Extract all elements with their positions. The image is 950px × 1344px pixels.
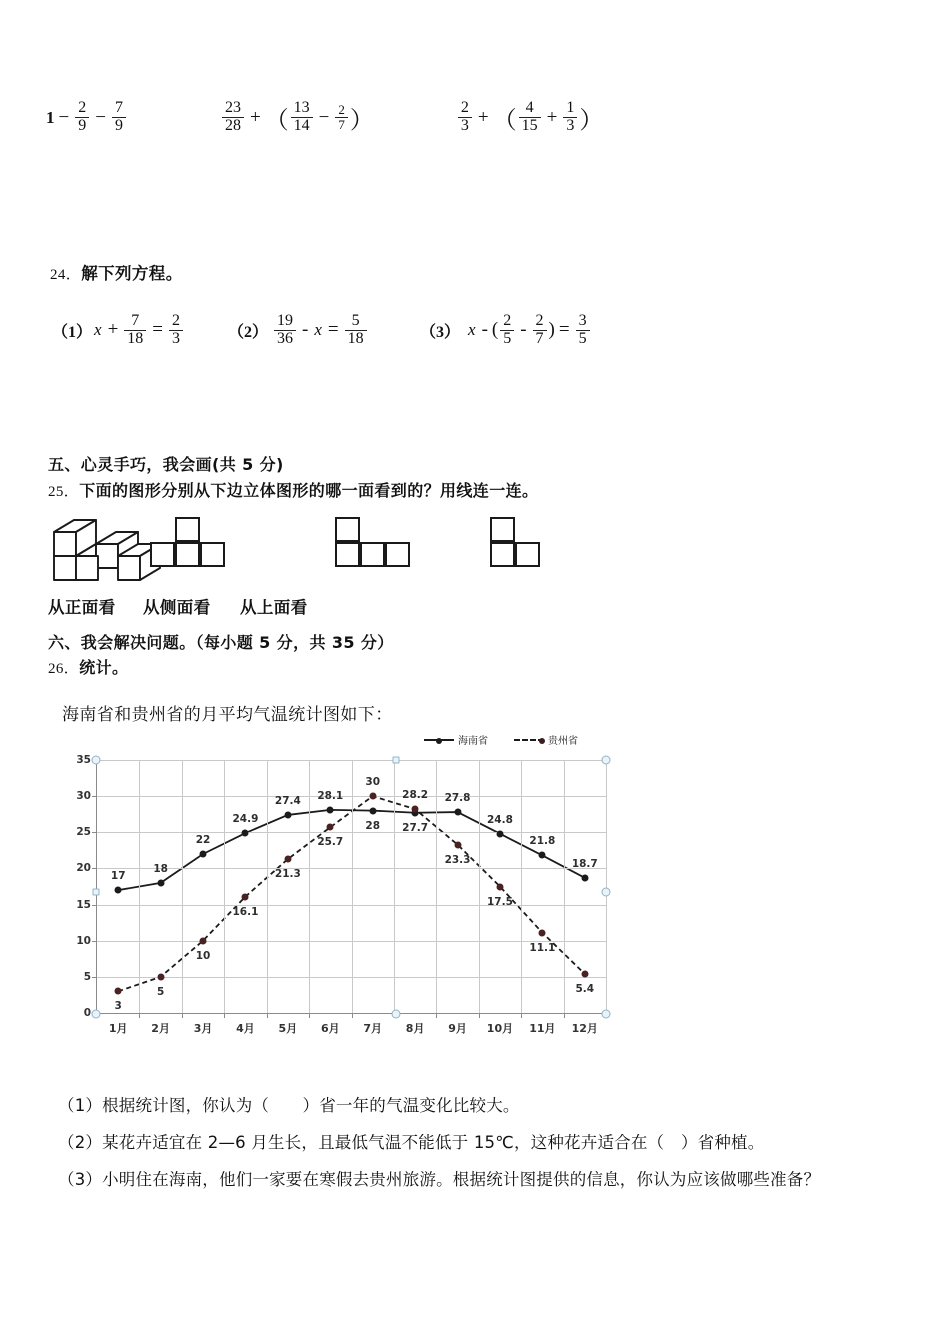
chart-xtick-label: 5月: [278, 1022, 298, 1035]
chart-data-point: [242, 830, 249, 837]
chart-ytick-label: 30: [76, 790, 91, 803]
fraction-23-28: [222, 100, 244, 134]
chart-data-point: [496, 883, 503, 890]
fraction-2-5: [500, 313, 514, 347]
equation-3-right-paren: ): [548, 319, 555, 341]
question-26: [48, 655, 128, 678]
chart-data-point: [200, 937, 207, 944]
chart-handle-tr[interactable]: [602, 756, 611, 765]
view-label-top: 从上面看: [240, 598, 308, 617]
expr3-plus-1: +: [477, 106, 489, 128]
chart-gridline-v: [606, 760, 607, 1013]
chart-data-label: 21.3: [274, 868, 301, 881]
chart-data-label: 5: [156, 985, 165, 998]
chart-ytick-label: 20: [76, 862, 91, 875]
chart-xtick-label: 11月: [529, 1022, 556, 1035]
legend-label-hainan: 海南省: [458, 736, 488, 747]
expr3-right-paren: ）: [579, 108, 604, 134]
section-six-heading: 六、我会解决问题。（每小题 5 分，共 35 分）: [48, 633, 394, 652]
equation-3-op1: -: [481, 319, 488, 341]
expr3-left-paren: （: [492, 108, 517, 134]
chart-handle-bm[interactable]: [392, 1010, 401, 1019]
chart-xtick-label: 4月: [236, 1022, 255, 1035]
equation-2: [228, 313, 369, 347]
chart-data-label: 21.8: [529, 835, 556, 848]
equation-2-variable: x: [314, 320, 322, 340]
chart-ytick-mark: [92, 977, 97, 978]
chart-ytick-label: 0: [83, 1007, 91, 1019]
chart-intro-text: 海南省和贵州省的月平均气温统计图如下：: [62, 705, 393, 725]
chart-gridline-v: [224, 760, 225, 1013]
fraction-2-7: [335, 103, 348, 131]
fraction-7-18: [124, 313, 146, 347]
chart-data-label: 22: [195, 833, 211, 846]
expr2-left-paren: （: [264, 108, 289, 134]
chart-data-label: 28.2: [402, 789, 429, 802]
legend-item-hainan: [424, 732, 488, 747]
chart-xtick-label: 6月: [320, 1022, 340, 1035]
fraction-denominator: 5: [576, 330, 590, 348]
fraction-numerator: 4: [525, 99, 534, 117]
fraction-denominator: 14: [291, 117, 313, 135]
chart-handle-tl[interactable]: [92, 756, 101, 765]
chart-ytick-label: 35: [76, 754, 91, 766]
equation-2-op: -: [302, 319, 309, 341]
fraction-denominator: 3: [563, 117, 577, 135]
chart-data-point: [581, 970, 588, 977]
chart-handle-tm[interactable]: [393, 757, 400, 764]
chart-data-point: [412, 806, 419, 813]
chart-question-2: （2）某花卉适宜在 2—6 月生长，且最低气温不能低于 15℃，这种花卉适合在（ ）省种植。: [58, 1133, 765, 1152]
expression-3: [456, 100, 603, 135]
chart-data-point: [200, 850, 207, 857]
chart-ytick-mark: [92, 796, 97, 797]
expr2-plus: +: [249, 106, 261, 128]
equation-1-variable: x: [94, 320, 102, 340]
fraction-numerator: 7: [131, 312, 140, 329]
chart-data-point: [369, 793, 376, 800]
fraction-denominator: 18: [124, 330, 146, 348]
fraction-denominator: 18: [345, 330, 367, 348]
chart-xtick-label: 9月: [448, 1022, 467, 1035]
equation-3-op2: -: [520, 319, 527, 341]
fraction-numerator: 5: [351, 312, 360, 329]
fraction-numerator: 13: [293, 99, 310, 117]
section-five-heading: 五、心灵手巧，我会画(共 5 分): [48, 455, 284, 474]
equation-3-equals: =: [558, 319, 570, 341]
chart-xtick-mark: [352, 1013, 353, 1018]
chart-xtick-label: 10月: [486, 1022, 514, 1035]
fraction-1-3: [563, 100, 577, 134]
question-25: [48, 478, 538, 501]
equation-2-equals: =: [327, 319, 339, 341]
chart-legend: [424, 732, 578, 747]
equation-1-label: （1）: [52, 323, 93, 341]
exercise-24-title: 解下列方程。: [81, 264, 183, 283]
chart-data-label: 10: [195, 949, 211, 962]
chart-data-label: 3: [114, 1000, 122, 1013]
exercise-24-heading: [50, 260, 183, 284]
question-25-text: 下面的图形分别从下边立体图形的哪一面看到的？用线连一连。: [79, 481, 539, 500]
equation-1-op: +: [107, 319, 119, 341]
chart-ytick-mark: [92, 941, 97, 942]
chart-data-point: [115, 887, 122, 894]
expr1-lead: 1: [46, 107, 55, 127]
chart-data-label: 17.5: [486, 895, 513, 908]
equation-1-equals: =: [152, 319, 163, 341]
chart-data-label: 27.8: [444, 792, 471, 805]
chart-data-point: [115, 988, 122, 995]
chart-data-point: [242, 893, 249, 900]
chart-gridline-v: [564, 760, 565, 1013]
chart-handle-br[interactable]: [602, 1010, 611, 1019]
chart-xtick-label: 1月: [108, 1022, 128, 1035]
view-label-front: 从正面看: [48, 598, 116, 617]
fraction-denominator: 7: [533, 330, 547, 348]
chart-xtick-mark: [182, 1013, 183, 1018]
chart-data-point: [284, 856, 291, 863]
expr2-minus: −: [318, 106, 330, 128]
fraction-denominator: 3: [169, 330, 183, 348]
fraction-denominator: 9: [75, 117, 89, 135]
chart-ytick-label: 10: [76, 934, 91, 947]
chart-data-point: [581, 874, 588, 881]
chart-data-label: 17: [110, 870, 126, 883]
fraction-denominator: 5: [500, 330, 514, 348]
fraction-denominator: 3: [458, 117, 472, 135]
chart-data-point: [539, 929, 546, 936]
fraction-numerator: 2: [460, 99, 469, 117]
chart-data-label: 25.7: [317, 836, 344, 849]
chart-data-point: [539, 852, 546, 859]
chart-data-point: [454, 841, 461, 848]
fraction-19-36: [274, 313, 296, 347]
chart-data-point: [327, 824, 334, 831]
equation-3-label: （3）: [420, 323, 461, 341]
legend-line-dashed: [514, 739, 544, 741]
fraction-7-9: [112, 100, 126, 134]
question-26-number: 26．: [48, 661, 80, 677]
equation-3-variable: x: [468, 320, 476, 340]
fraction-2-7-eq3: [533, 313, 547, 347]
chart-xtick-mark: [267, 1013, 268, 1018]
exercise-24-number: 24．: [50, 267, 82, 283]
fraction-4-15: [519, 100, 541, 134]
fraction-numerator: 2: [172, 312, 180, 329]
fraction-denominator: 15: [519, 117, 541, 135]
expression-row-23: [46, 100, 603, 135]
chart-data-label: 28: [365, 819, 381, 832]
fraction-numerator: 2: [503, 312, 512, 329]
chart-data-label: 18.7: [571, 857, 598, 870]
temperature-line-chart[interactable]: [58, 736, 618, 1050]
chart-handle-mr[interactable]: [602, 888, 611, 897]
chart-xtick-mark: [479, 1013, 480, 1018]
fraction-5-18: [345, 313, 367, 347]
chart-gridline-v: [436, 760, 437, 1013]
chart-ytick-label: 15: [76, 898, 91, 911]
chart-ytick-label: 5: [83, 970, 91, 983]
fraction-numerator: 7: [114, 99, 123, 117]
chart-data-label: 16.1: [232, 905, 259, 918]
view-label-side: 从侧面看: [143, 598, 211, 617]
chart-xtick-mark: [309, 1013, 310, 1018]
chart-gridline-v: [479, 760, 480, 1013]
equation-3-left-paren: (: [491, 319, 499, 341]
legend-label-guizhou: 贵州省: [548, 736, 578, 747]
chart-gridline-v: [182, 760, 183, 1013]
chart-data-label: 5.4: [575, 982, 595, 995]
chart-xtick-mark: [139, 1013, 140, 1018]
chart-handle-bl[interactable]: [92, 1010, 101, 1019]
chart-xtick-label: 2月: [151, 1022, 170, 1035]
shape-figures: [50, 505, 610, 585]
chart-ytick-mark: [92, 905, 97, 906]
chart-data-point: [327, 806, 334, 813]
chart-xtick-label: 7月: [363, 1022, 383, 1035]
chart-question-1: （1）根据统计图，你认为（ ）省一年的气温变化比较大。: [58, 1096, 520, 1115]
chart-gridline-v: [521, 760, 522, 1013]
fraction-numerator: 2: [535, 312, 544, 329]
chart-ytick-mark: [92, 868, 97, 869]
chart-data-point: [369, 807, 376, 814]
chart-gridline-v: [309, 760, 310, 1013]
equation-3: [420, 313, 592, 347]
chart-question-3: （3）小明住在海南，他们一家要在寒假去贵州旅游。根据统计图提供的信息，你认为应该做哪些准备？: [58, 1170, 821, 1189]
chart-xtick-label: 8月: [405, 1022, 425, 1035]
chart-data-label: 11.1: [529, 941, 556, 954]
chart-data-label: 28.1: [317, 789, 344, 802]
fraction-numerator: 19: [277, 312, 294, 329]
fraction-numerator: 23: [224, 99, 241, 117]
chart-gridline-v: [352, 760, 353, 1013]
chart-xtick-label: 12月: [571, 1022, 598, 1035]
chart-ytick-mark: [92, 832, 97, 833]
fraction-numerator: 2: [78, 99, 87, 117]
fraction-3-5: [576, 313, 590, 347]
expression-1: [46, 100, 128, 134]
chart-data-point: [157, 879, 164, 886]
chart-data-label: 30: [365, 776, 381, 789]
chart-data-point: [157, 973, 164, 980]
fraction-2-3: [458, 100, 472, 134]
fraction-numerator: 2: [338, 102, 345, 118]
chart-data-label: 24.9: [232, 813, 259, 825]
chart-data-label: 18: [153, 862, 168, 875]
chart-ytick-label: 25: [76, 826, 91, 839]
chart-gridline-v: [139, 760, 140, 1013]
question-25-number: 25．: [48, 484, 80, 500]
fraction-denominator: 7: [335, 117, 348, 132]
chart-plot-area: [76, 754, 606, 1035]
fraction-denominator: 9: [112, 117, 126, 135]
chart-data-point: [454, 809, 461, 816]
chart-xtick-mark: [521, 1013, 522, 1018]
chart-data-label: 27.4: [274, 794, 301, 807]
legend-line-solid: [424, 739, 454, 741]
fraction-numerator: 1: [566, 99, 575, 117]
chart-handle-ml[interactable]: [93, 889, 100, 896]
chart-xtick-mark: [224, 1013, 225, 1018]
expr3-plus-2: +: [546, 106, 558, 128]
expression-2: [220, 100, 374, 135]
equation-2-label: （2）: [228, 323, 269, 341]
chart-gridline-v: [267, 760, 268, 1013]
legend-item-guizhou: [514, 732, 578, 747]
expr1-minus-2: −: [95, 106, 106, 128]
chart-xtick-mark: [564, 1013, 565, 1018]
chart-gridline-v: [394, 760, 395, 1013]
question-26-text: 统计。: [79, 658, 129, 677]
chart-data-point: [284, 811, 291, 818]
expr1-minus-1: −: [58, 106, 70, 128]
chart-xtick-label: 3月: [193, 1022, 213, 1035]
fraction-numerator: 3: [578, 312, 587, 329]
chart-xtick-mark: [436, 1013, 437, 1018]
chart-data-point: [496, 830, 503, 837]
expr2-right-paren: ）: [349, 108, 374, 134]
fraction-13-14: [291, 100, 313, 134]
chart-data-label: 23.3: [444, 853, 471, 866]
fraction-2-9: [75, 100, 89, 134]
chart-data-label: 24.8: [486, 813, 513, 826]
fraction-2-3-eq1: [169, 313, 183, 347]
equation-1: [52, 313, 185, 347]
fraction-denominator: 28: [222, 117, 244, 135]
chart-data-label: 27.7: [402, 821, 429, 834]
fraction-denominator: 36: [274, 330, 296, 348]
